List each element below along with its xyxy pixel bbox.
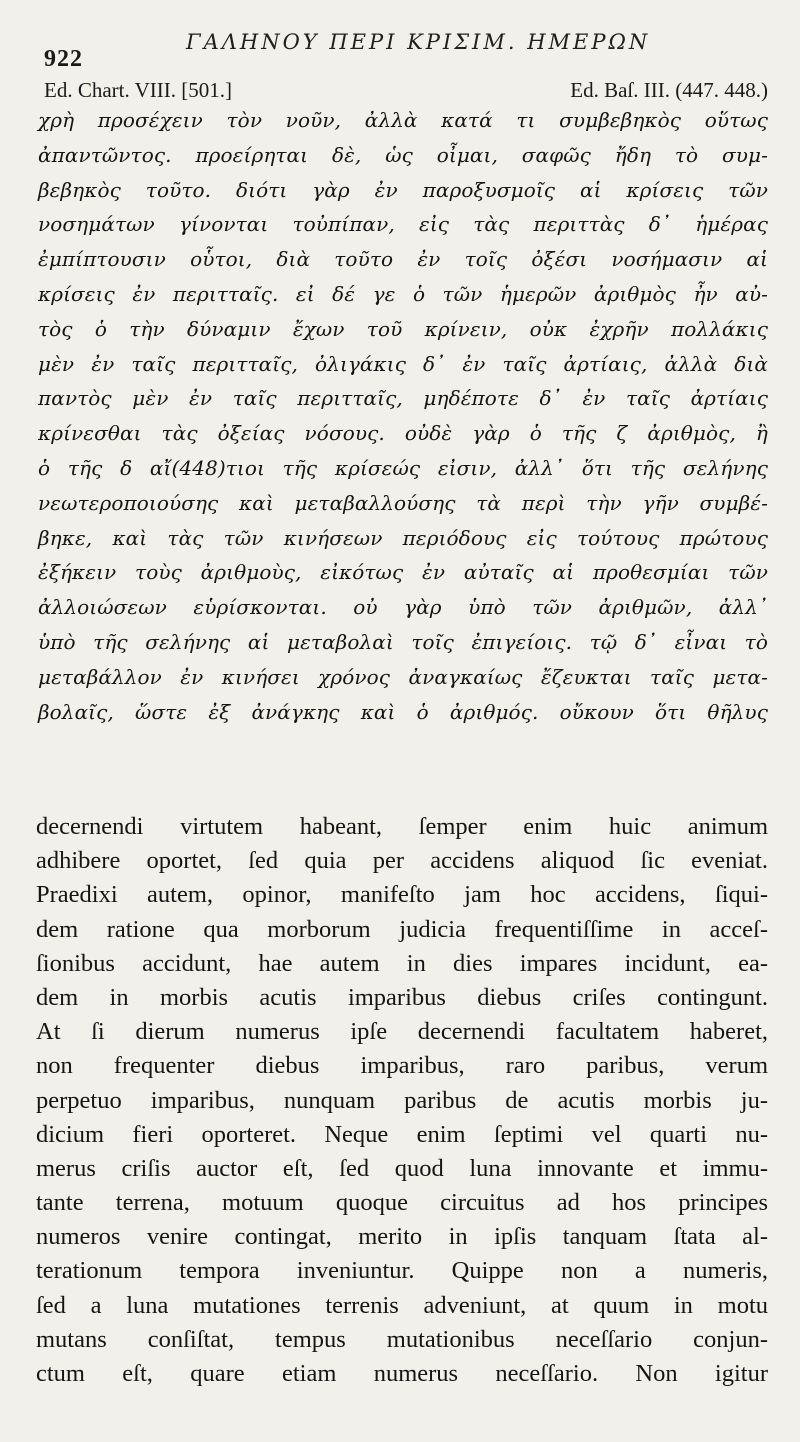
latin-line: tante terrena, motuum quoque circuitus ad hos principes xyxy=(36,1189,768,1217)
latin-line: dicium fieri oporteret. Neque enim ſeptimi vel quarti nu- xyxy=(36,1120,768,1148)
running-head xyxy=(0,28,800,72)
greek-line: ἐμπίπτουσιν οὗτοι, διὰ τοῦτο ἐν τοῖς ὀξέσι νοσήμασιν αἱ xyxy=(38,247,768,272)
running-title: ΓΑΛΗΝΟΥ ΠΕΡΙ ΚΡΙΣΙΜ. ΗΜΕΡΩΝ xyxy=(186,30,651,54)
greek-line: νοσημάτων γίνονται τοὐπίπαν, εἰς τὰς περιττὰς δ᾽ ἡμέρας xyxy=(38,212,768,237)
greek-line: βηκε, καὶ τὰς τῶν κινήσεων περιόδους εἰς τούτους πρώτους xyxy=(38,525,768,550)
latin-line: numeros venire contingat, merito in ipſis tanquam ſtata al- xyxy=(36,1223,768,1251)
latin-line: merus criſis auctor eſt, ſed quod luna innovante et immu- xyxy=(36,1154,768,1182)
greek-line: ἀπαντῶντος. προείρηται δὲ, ὡς οἶμαι, σαφῶς ἤδη τὸ συμ- xyxy=(38,142,768,167)
latin-line: terationum tempora inveniuntur. Quippe non a numeris, xyxy=(36,1257,768,1285)
edition-basel-ref: Ed. Baſ. III. (447. 448.) xyxy=(570,78,768,102)
greek-line: νεωτεροποιούσης καὶ μεταβαλλούσης τὰ περὶ τὴν γῆν συμβέ- xyxy=(38,490,768,515)
latin-line: dem in morbis acutis imparibus diebus criſes contingunt. xyxy=(36,983,768,1011)
greek-text-block xyxy=(38,103,768,729)
page-number: 922 xyxy=(44,46,83,72)
greek-line: ὁ τῆς δ αἴ(448)τιοι τῆς κρίσεώς εἰσιν, ἀλλ᾽ ὅτι τῆς σελήνης xyxy=(38,455,768,480)
latin-line: mutans conſiſtat, tempus mutationibus neceſſario conjun- xyxy=(36,1325,768,1353)
greek-line: μεταβάλλον ἐν κινήσει χρόνος ἀναγκαίως ἔζευκται ταῖς μετα- xyxy=(38,664,768,689)
latin-line: perpetuo imparibus, nunquam paribus de acutis morbis ju- xyxy=(36,1086,768,1114)
latin-line: non frequenter diebus imparibus, raro paribus, verum xyxy=(36,1052,768,1080)
latin-line: ctum eſt, quare etiam numerus neceſſario. Non igitur xyxy=(36,1360,768,1387)
latin-line: adhibere oportet, ſed quia per accidens aliquod ſic eveniat. xyxy=(36,847,768,875)
greek-line: ὑπὸ τῆς σελήνης αἱ μεταβολαὶ τοῖς ἐπιγείοις. τῷ δ᾽ εἶναι τὸ xyxy=(38,629,768,654)
latin-line: decernendi virtutem habeant, ſemper enim huic animum xyxy=(36,813,768,840)
greek-line: μὲν ἐν ταῖς περιτταῖς, ὀλιγάκις δ᾽ ἐν ταῖς ἀρτίαις, ἀλλὰ διὰ xyxy=(38,351,768,376)
latin-line: dem ratione qua morborum judicia frequentiſſime in acceſ- xyxy=(36,915,768,943)
greek-line: ἀλλοιώσεων εὑρίσκονται. οὐ γὰρ ὑπὸ τῶν ἀριθμῶν, ἀλλ᾽ xyxy=(38,595,768,620)
latin-text-block xyxy=(36,810,768,1391)
greek-line: βεβηκὸς τοῦτο. διότι γὰρ ἐν παροξυσμοῖς αἱ κρίσεις τῶν xyxy=(38,177,768,202)
greek-line: τὸς ὁ τὴν δύναμιν ἔχων τοῦ κρίνειν, οὐκ ἐχρῆν πολλάκις xyxy=(38,316,768,341)
greek-line: παντὸς μὲν ἐν ταῖς περιτταῖς, μηδέποτε δ᾽ ἐν ταῖς ἀρτίαις xyxy=(38,386,768,411)
greek-line: ἐξήκειν τοὺς ἀριθμοὺς, εἰκότως ἐν αὐταῖς αἱ προθεσμίαι τῶν xyxy=(38,560,768,585)
greek-line: κρίνεσθαι τὰς ὀξείας νόσους. οὐδὲ γὰρ ὁ τῆς ζ ἀριθμὸς, ἢ xyxy=(38,421,768,446)
greek-line: βολαῖς, ὥστε ἐξ ἀνάγκης καὶ ὁ ἀριθμός. οὔκουν ὅτι θῆλυς xyxy=(38,699,768,724)
latin-line: ſed a luna mutationes terrenis adveniunt, at quum in motu xyxy=(36,1291,768,1319)
latin-line: At ſi dierum numerus ipſe decernendi facultatem haberet, xyxy=(36,1018,768,1046)
latin-line: Praedixi autem, opinor, manifeſto jam hoc accidens, ſiqui- xyxy=(36,881,768,909)
greek-line: κρίσεις ἐν περιτταῖς. εἰ δέ γε ὁ τῶν ἡμερῶν ἀριθμὸς ἦν αὐ- xyxy=(38,281,768,306)
greek-line: χρὴ προσέχειν τὸν νοῦν, ἀλλὰ κατά τι συμβεβηκὸς οὕτως xyxy=(38,108,768,132)
edition-chartier-ref: Ed. Chart. VIII. [501.] xyxy=(44,78,232,102)
latin-line: ſionibus accidunt, hae autem in dies impares incidunt, ea- xyxy=(36,949,768,977)
